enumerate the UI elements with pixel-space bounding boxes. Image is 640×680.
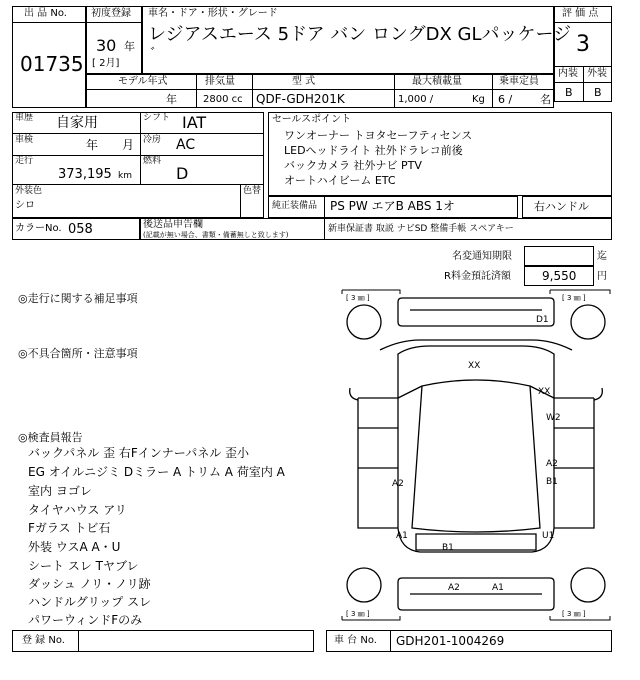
damage-mark-a2-bumper: A2 xyxy=(448,583,460,593)
history-value: 自家用 xyxy=(56,115,98,131)
model-type-value: QDF-GDH201K xyxy=(256,92,345,106)
inspector-line: Fガラス トビ石 xyxy=(28,521,111,535)
car-diagram-svg xyxy=(340,288,612,622)
lot-no-label: 出 品 No. xyxy=(24,8,67,19)
documents-items: 新車保証書 取説 ナビSD 整備手帳 スペアキー xyxy=(328,224,514,234)
inspector-line: ダッシュ ノリ・ノリ跡 xyxy=(28,577,151,591)
name-change-suffix: 迄 xyxy=(597,251,607,262)
wheel-rear-right xyxy=(571,568,605,602)
wheel-front-left xyxy=(347,305,381,339)
caution-title: ◎不具合箇所・注意事項 xyxy=(18,347,138,360)
damage-mark-b1-right: B1 xyxy=(546,477,558,487)
tread-label: [ 3 ㎜ ] xyxy=(562,610,586,618)
wheel-rear-left xyxy=(347,568,381,602)
first-reg-label: 初度登録 xyxy=(91,8,131,19)
shift-value: IAT xyxy=(182,113,207,132)
fuel-label: 燃料 xyxy=(143,156,162,166)
exterior-color-label: 外装色 xyxy=(15,186,43,196)
recycle-unit: 円 xyxy=(597,271,607,282)
wheel-front-right xyxy=(571,305,605,339)
score-value: 3 xyxy=(576,32,590,57)
score-label: 評 価 点 xyxy=(562,8,599,19)
damage-mark-a1-left: A1 xyxy=(396,531,408,541)
exterior-color-value: シロ xyxy=(15,200,35,211)
max-load-label: 最大積載量 xyxy=(412,76,462,87)
equipment-label: 純正装備品 xyxy=(272,201,318,211)
exterior-grade: B xyxy=(594,86,602,99)
damage-mark-w2: W2 xyxy=(546,413,561,423)
damage-mark-a2-left: A2 xyxy=(392,479,404,489)
color-no-value: 058 xyxy=(68,222,93,237)
interior-grade: B xyxy=(565,86,573,99)
inspector-line: バックパネル 歪 右Fインナーパネル 歪小 xyxy=(28,446,250,460)
color-no-label: カラーNo. xyxy=(15,223,62,234)
body-front xyxy=(358,346,594,398)
details-grid xyxy=(12,112,264,218)
damage-mark-roof: XX xyxy=(468,361,481,371)
door-lines xyxy=(398,398,554,528)
mileage-label: 走行 xyxy=(15,156,34,166)
sales-point-line: ワンオーナー トヨタセーフティセンス xyxy=(284,129,473,142)
inspector-line: 外装 ウスA A・U xyxy=(28,540,121,554)
vehicle-label: 車名・ドア・形状・グレード xyxy=(148,8,278,19)
inspector-line: タイヤハウス アリ xyxy=(28,503,127,517)
name-change-label: 名変通知期限 xyxy=(452,251,512,262)
reg-no-label: 登 録 No. xyxy=(22,635,65,646)
model-type-label: 型 式 xyxy=(292,76,316,87)
inspector-line: EG オイルニジミ Dミラー A トリム A 荷室内 A xyxy=(28,465,285,479)
car-condition-diagram xyxy=(340,288,612,622)
damage-mark-right-front: XX xyxy=(538,387,551,397)
roof xyxy=(412,380,540,532)
sales-points-title: セールスポイント xyxy=(272,114,352,125)
damage-mark-b1-rear: B1 xyxy=(442,543,454,553)
mileage-unit: km xyxy=(118,171,132,181)
vehicle-name: レジアスエース 5ドア バン ロングDX GLパッケージ xyxy=(148,24,572,45)
inspection-year: 年 xyxy=(86,138,99,152)
tread-label: [ 3 ㎜ ] xyxy=(346,610,370,618)
body-left-side xyxy=(358,398,398,528)
tread-label: [ 3 ㎜ ] xyxy=(346,294,370,302)
lot-no: 01735 xyxy=(20,52,84,76)
chassis-no-value: GDH201-1004269 xyxy=(396,634,505,648)
supplement-title: ◎走行に関する補足事項 xyxy=(18,292,138,305)
damage-mark-u1: U1 xyxy=(542,531,555,541)
max-load-value: 1,000 / xyxy=(398,94,434,105)
inspection-label: 車検 xyxy=(15,135,34,145)
recycle-label: R料金預託済額 xyxy=(444,271,511,282)
documents-label: 後送品申告欄 xyxy=(143,219,203,230)
inspector-line: 室内 ヨゴレ xyxy=(28,484,92,498)
capacity-label: 乗車定員 xyxy=(499,76,539,87)
interior-label: 内装 xyxy=(558,68,578,79)
documents-note: (記載が無い場合、書類・備蓄無しと致します) xyxy=(143,231,289,239)
inspector-line: パワーウィンドFのみ xyxy=(28,613,143,627)
fuel-value: D xyxy=(176,164,189,183)
equipment-items: PS PW エアB ABS 1オ xyxy=(330,199,455,213)
model-year-label: モデル年式 xyxy=(118,76,168,87)
ac-label: 冷房 xyxy=(143,135,162,145)
damage-mark-a2-right: A2 xyxy=(546,459,558,469)
inspector-line: ハンドルグリップ スレ xyxy=(28,595,152,609)
tread-label: [ 3 ㎜ ] xyxy=(562,294,586,302)
rear-window xyxy=(416,534,536,550)
name-change-box xyxy=(524,246,594,266)
ac-value: AC xyxy=(176,137,196,153)
first-reg-month: [ 2月] xyxy=(92,58,120,69)
mirror-right xyxy=(594,388,602,400)
mirror-left xyxy=(350,388,358,400)
inspector-line: シート スレ Tヤブレ xyxy=(28,559,139,573)
chassis-no-label: 車 台 No. xyxy=(334,635,377,646)
inspector-title: ◎検査員報告 xyxy=(18,431,83,444)
sales-point-line: LEDヘッドライト 社外ドラレコ前後 xyxy=(284,144,463,157)
recycle-amount: 9,550 xyxy=(542,269,577,283)
vehicle-name-mark: ゛ xyxy=(150,47,164,63)
first-reg-year-unit: 年 xyxy=(124,40,135,53)
steering-value: 右ハンドル xyxy=(534,200,589,213)
damage-mark-d1: D1 xyxy=(536,315,549,325)
max-load-unit: Kg xyxy=(472,94,485,105)
inspection-month: 月 xyxy=(122,138,135,152)
first-reg-year: 30 xyxy=(96,36,117,55)
capacity-unit: 名 xyxy=(540,93,551,106)
mileage-value: 373,195 xyxy=(58,167,112,182)
shift-label: シフト xyxy=(143,113,171,123)
capacity-value: 6 / xyxy=(498,93,513,106)
history-label: 車歴 xyxy=(15,113,34,123)
front-bumper xyxy=(398,298,554,326)
sales-point-line: オートハイビーム ETC xyxy=(284,174,396,187)
sales-point-line: バックカメラ 社外ナビ PTV xyxy=(284,159,422,172)
displacement-value: 2800 cc xyxy=(203,94,243,105)
damage-mark-a1-bumper: A1 xyxy=(492,583,504,593)
exterior-label: 外装 xyxy=(587,68,607,79)
displacement-label: 排気量 xyxy=(205,76,235,87)
color-change-label: 色替 xyxy=(243,186,262,196)
model-year-unit: 年 xyxy=(166,93,177,106)
